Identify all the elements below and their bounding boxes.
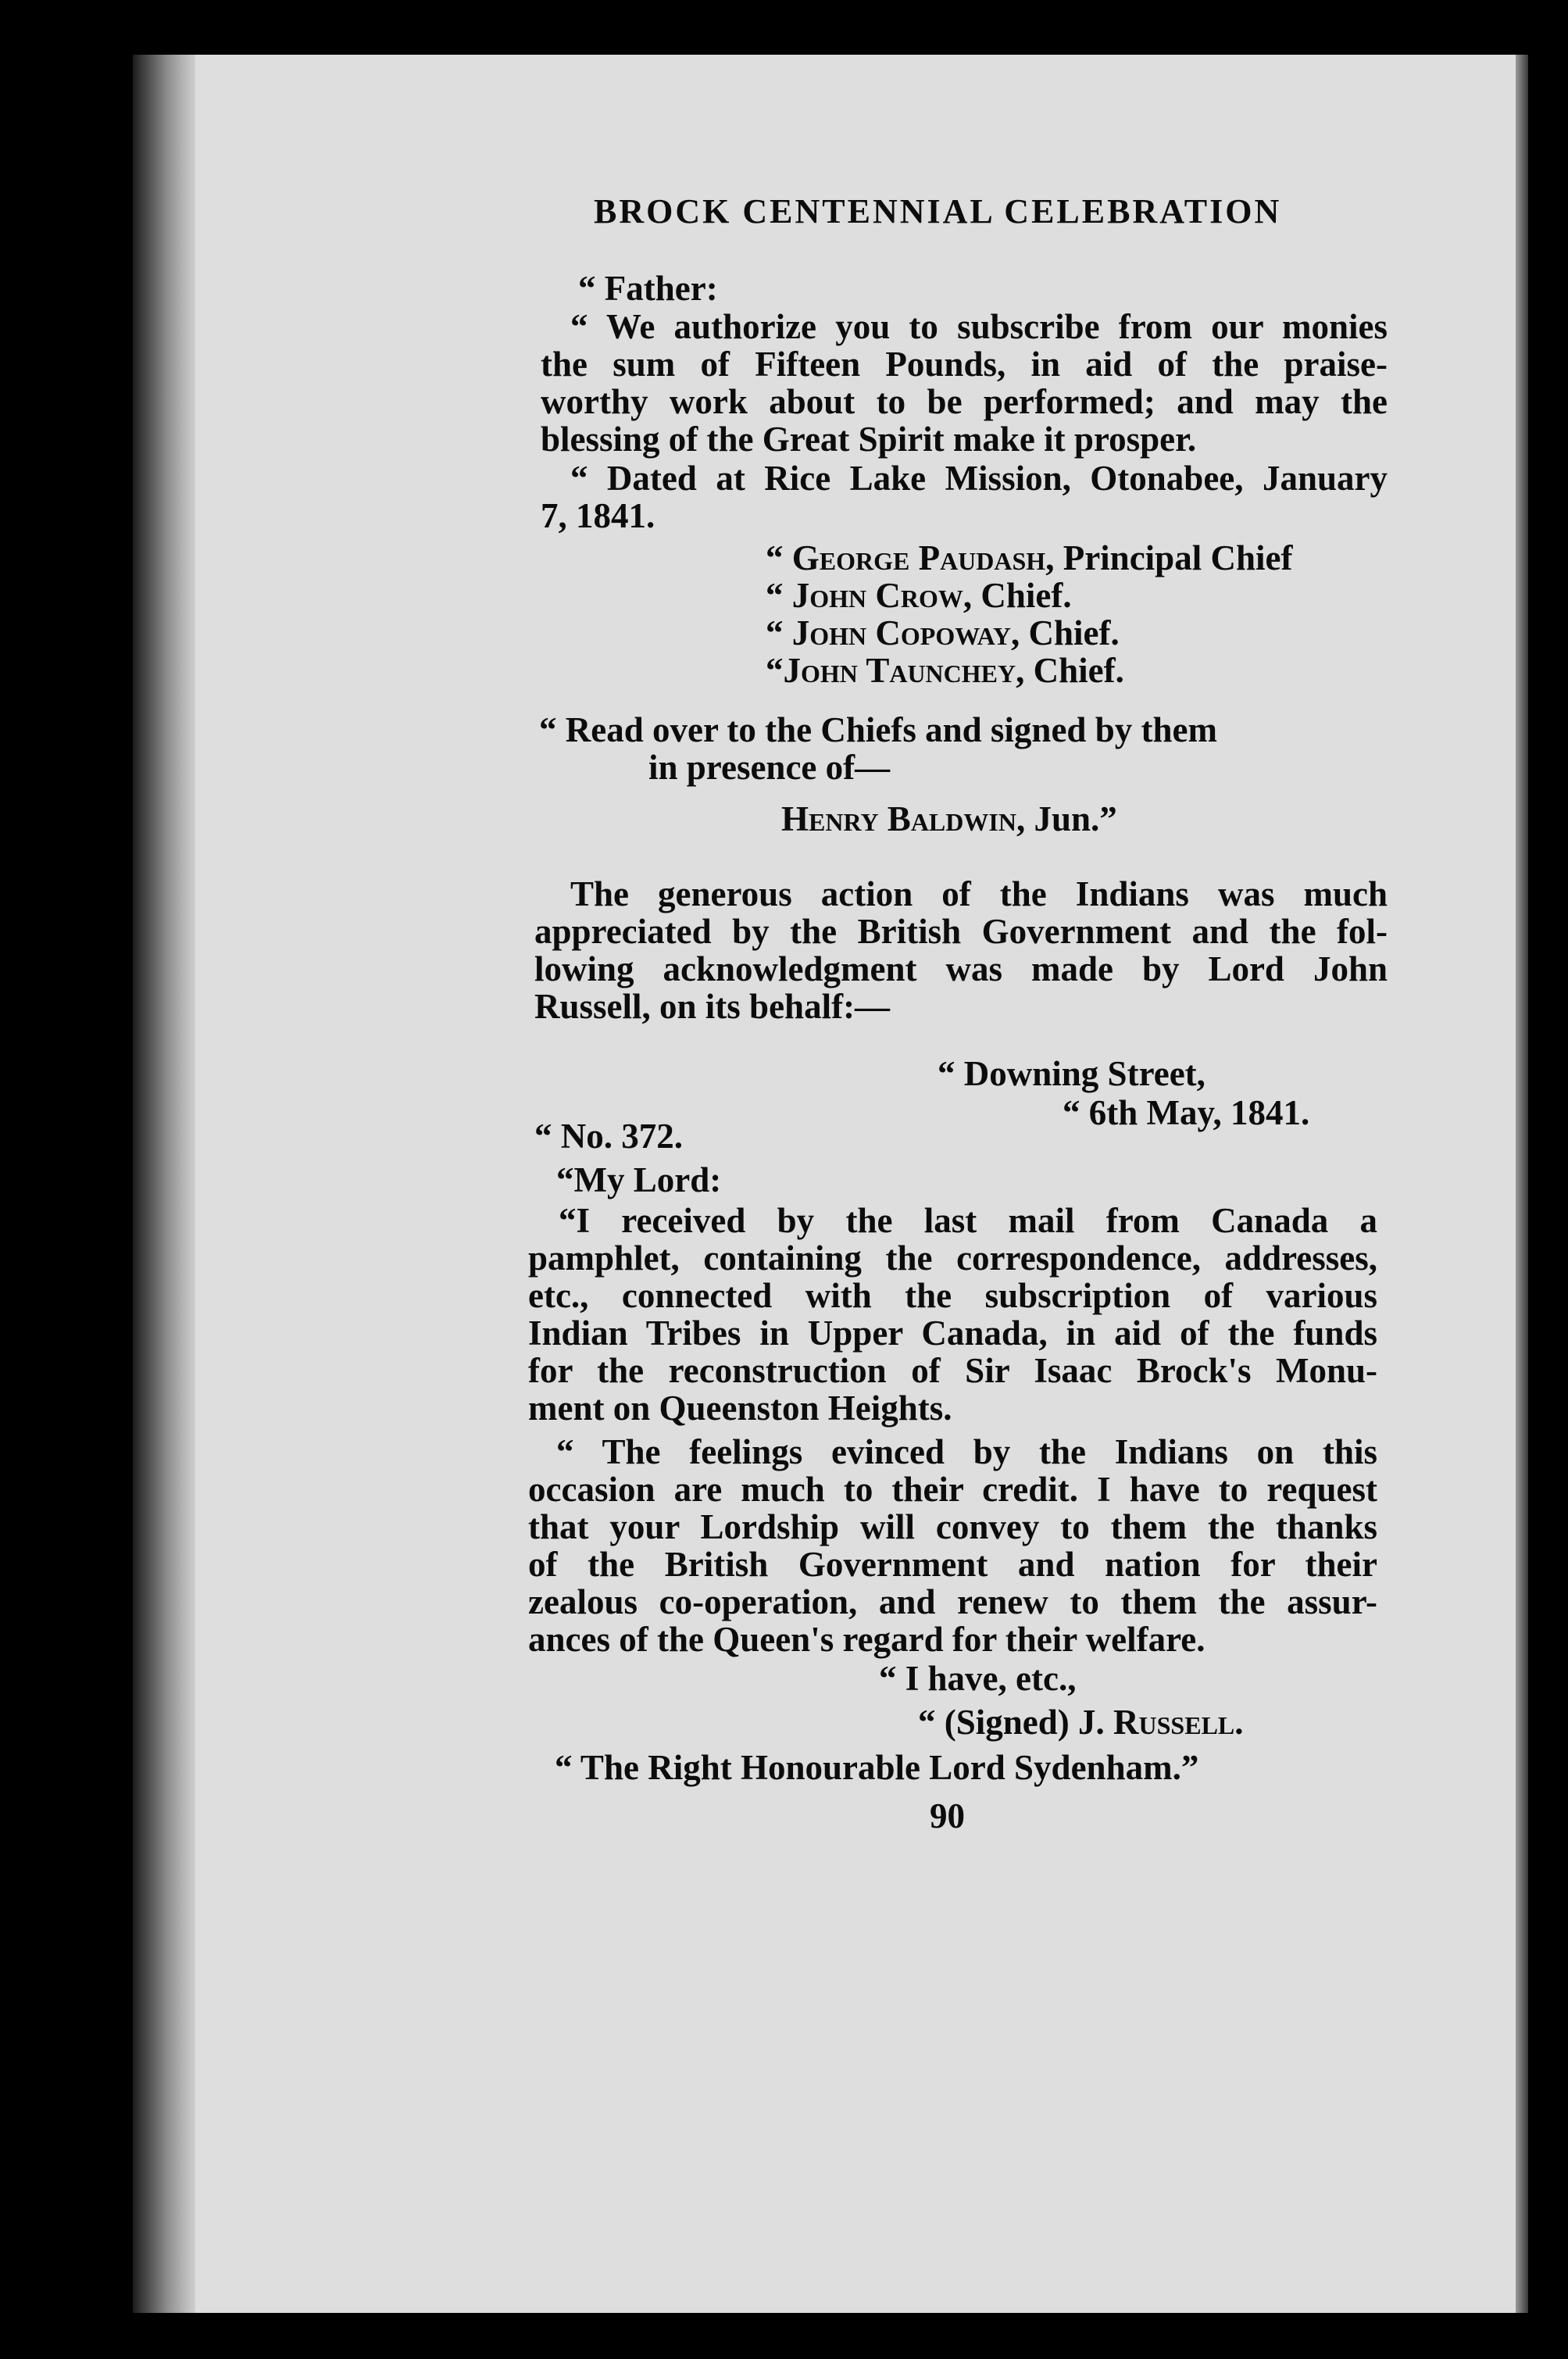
signatory-name: John Crow (791, 576, 963, 615)
letter1-salutation: “ Father: (578, 269, 718, 308)
signatory-quote: “ (766, 651, 784, 690)
signatory-line (766, 614, 1120, 652)
letter2-signature (918, 1703, 1244, 1741)
page-number: 90 (930, 1796, 965, 1835)
letter2-para2-line: of the British Government and nation for their (528, 1545, 1377, 1584)
narrative-line: Russell, on its behalf:— (534, 987, 891, 1026)
letter2-para2-line: occasion are much to their credit. I have to request (528, 1470, 1377, 1509)
letter2-para2-line: that your Lordship will convey to them the thanks (528, 1507, 1377, 1546)
letter2-para1-line: pamphlet, containing the correspondence, addresses, (528, 1238, 1377, 1278)
letter1-body-line: blessing of the Great Spirit make it prosper. (541, 420, 1197, 459)
letter2-salutation: “My Lord: (556, 1160, 722, 1199)
signatory-name: George Paudash (791, 538, 1046, 577)
witness-line: “ Read over to the Chiefs and signed by them (539, 710, 1217, 749)
witness-name: Henry Baldwin (781, 799, 1016, 838)
witness-suffix: , Jun.” (1016, 799, 1117, 838)
letter2-para1-line: etc., connected with the subscription of various (528, 1276, 1377, 1315)
letter2-para1-line: ment on Queenston Heights. (528, 1389, 952, 1428)
book-right-edge (1516, 55, 1528, 2313)
narrative-line: appreciated by the British Government and the fol- (534, 912, 1388, 951)
signatory-name: John Taunchey (783, 651, 1016, 690)
signatory-quote: “ (766, 576, 792, 615)
signatory-quote: “ (766, 613, 792, 652)
signatory-line (766, 577, 1072, 614)
letter1-body-line: the sum of Fifteen Pounds, in aid of the praise- (541, 345, 1388, 384)
letter2-address-line: “ Downing Street, (938, 1054, 1205, 1093)
signatory-line (766, 539, 1292, 577)
letter2-para2-line: “ The feelings evinced by the Indians on this (556, 1432, 1377, 1471)
letter1-body-line: “ We authorize you to subscribe from our monies (570, 307, 1388, 346)
witness-signature (781, 800, 1117, 838)
letter2-para2-line: zealous co-operation, and renew to them the assur- (528, 1582, 1377, 1621)
letter2-para1-line: for the reconstruction of Sir Isaac Brock's Monu- (528, 1351, 1377, 1390)
letter1-dated-line: “ Dated at Rice Lake Mission, Otonabee, January (570, 459, 1388, 498)
signatory-line (766, 652, 1124, 689)
letter2-para1-line: Indian Tribes in Upper Canada, in aid of the funds (528, 1314, 1377, 1353)
witness-line: in presence of— (648, 748, 891, 787)
signatory-title: , Chief. (1010, 613, 1120, 652)
letter1-dated-line: 7, 1841. (541, 496, 655, 535)
letter2-addressee: “ The Right Honourable Lord Sydenham.” (555, 1748, 1199, 1787)
narrative-line: The generous action of the Indians was much (570, 874, 1388, 913)
signatory-title: , Chief. (963, 576, 1072, 615)
signatory-name: John Copoway (791, 613, 1011, 652)
letter2-para1-line: “I received by the last mail from Canada a (559, 1201, 1377, 1240)
narrative-line: lowing acknowledgment was made by Lord John (534, 949, 1388, 988)
signatory-quote: “ (766, 538, 792, 577)
letter2-closing: “ I have, etc., (879, 1659, 1077, 1698)
letter1-body-line: worthy work about to be performed; and may the (541, 382, 1388, 421)
letter2-number: “ No. 372. (534, 1117, 683, 1156)
letter2-para2-line: ances of the Queen's regard for their welfare. (528, 1620, 1205, 1659)
signed-prefix: “ (Signed) J. (918, 1703, 1114, 1742)
signer-name: Russell. (1113, 1703, 1244, 1742)
book-gutter-edge (133, 55, 195, 2313)
running-header: BROCK CENTENNIAL CELEBRATION (594, 192, 1282, 231)
signatory-title: , Chief. (1016, 651, 1124, 690)
letter2-address-line: “ 6th May, 1841. (1063, 1093, 1310, 1132)
signatory-title: , Principal Chief (1045, 538, 1293, 577)
